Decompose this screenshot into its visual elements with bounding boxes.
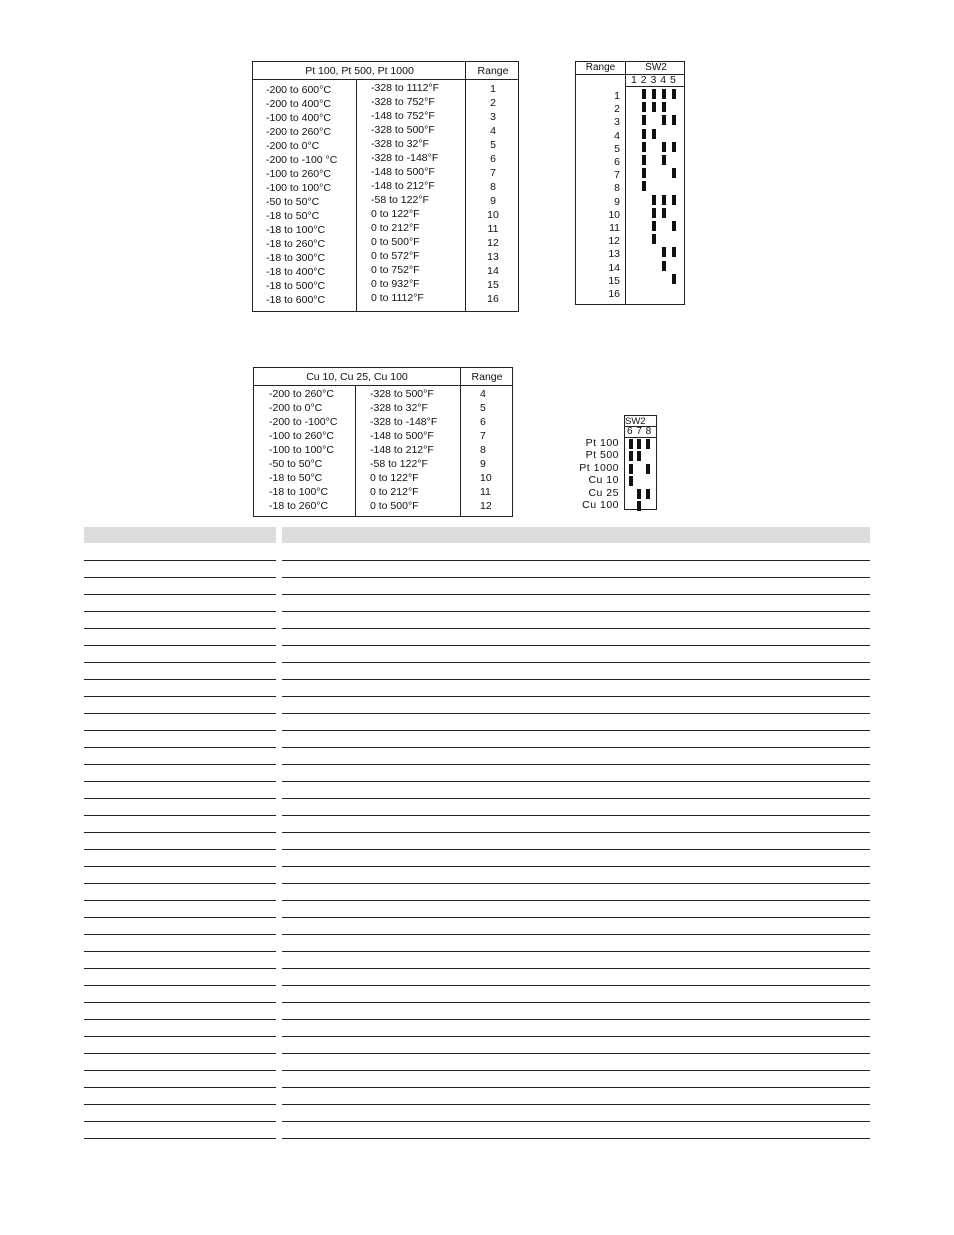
form-cell-right: [282, 969, 870, 986]
sw2-range-row-label: 5: [614, 142, 620, 155]
form-cell-right: [282, 884, 870, 901]
form-row: [84, 1020, 870, 1037]
form-row: [84, 850, 870, 867]
form-row: [84, 884, 870, 901]
sw2-switch-on-marker: [662, 89, 666, 99]
cu-range-cell: 9: [480, 458, 486, 470]
form-cell-left: [84, 765, 276, 782]
pt-range-cell: 15: [487, 279, 499, 291]
form-cell-right: [282, 629, 870, 646]
form-row: [84, 697, 870, 714]
form-cell-right: [282, 748, 870, 765]
form-row: [84, 935, 870, 952]
form-cell-right: [282, 612, 870, 629]
cu-celsius-column: [269, 387, 337, 513]
pt-table-header: [253, 62, 518, 80]
cu-table-header-sensor: Cu 10, Cu 25, Cu 100: [306, 371, 408, 383]
sw2-sensor-header-switch: SW2: [625, 416, 646, 427]
cu-fahrenheit-cell: 0 to 122°F: [370, 472, 419, 484]
sw2-switch-on-marker: [672, 168, 676, 178]
pt-range-cell: 12: [487, 237, 499, 249]
sw2-range-row-label: 10: [608, 208, 620, 221]
sw2-sensor-switch-numbers: 6 7 8: [627, 426, 652, 437]
sw2-switch-on-marker: [642, 115, 646, 125]
sw2-range-row-label: 9: [614, 195, 620, 208]
cu-range-cell: 10: [480, 472, 492, 484]
pt-celsius-cell: -200 to 400°C: [266, 98, 331, 110]
pt-fahrenheit-cell: -148 to 212°F: [371, 180, 435, 192]
form-cell-right: [282, 799, 870, 816]
pt-range-cell: 1: [490, 83, 496, 95]
form-cell-left: [84, 527, 276, 543]
form-cell-right: [282, 714, 870, 731]
form-row: [84, 663, 870, 680]
sw2-switch-on-marker: [642, 89, 646, 99]
form-row: [84, 918, 870, 935]
sw2-switch-on-marker: [642, 129, 646, 139]
form-row: [84, 629, 870, 646]
sw2-switch-on-marker: [652, 221, 656, 231]
form-row: [84, 578, 870, 595]
pt-celsius-cell: -18 to 260°C: [266, 238, 326, 250]
sw2-switch-on-marker: [662, 195, 666, 205]
sw2-switch-on-marker: [642, 168, 646, 178]
pt-range-cell: 13: [487, 251, 499, 263]
form-cell-right: [282, 1122, 870, 1139]
cu-celsius-cell: -100 to 100°C: [269, 444, 334, 456]
form-cell-left: [84, 663, 276, 680]
form-cell-right: [282, 1088, 870, 1105]
sw2-switch-on-marker: [652, 208, 656, 218]
form-cell-right: [282, 816, 870, 833]
pt-fahrenheit-cell: -328 to 32°F: [371, 138, 429, 150]
sw2-range-row-label: 11: [609, 222, 620, 234]
form-cell-left: [84, 629, 276, 646]
pt-celsius-cell: -100 to 260°C: [266, 168, 331, 180]
sw2-sensor-subheader-line: [625, 437, 656, 438]
form-cell-left: [84, 1122, 276, 1139]
pt-celsius-cell: -18 to 400°C: [266, 266, 326, 278]
sw2-switch-on-marker: [662, 142, 666, 152]
sw2-sensor-row-label: Cu 100: [582, 499, 619, 511]
form-cell-left: [84, 1003, 276, 1020]
form-cell-left: [84, 748, 276, 765]
form-cell-left: [84, 578, 276, 595]
sw2-switch-on-marker: [672, 142, 676, 152]
form-row: [84, 714, 870, 731]
form-cell-right: [282, 1003, 870, 1020]
sw2-switch-on-marker: [629, 439, 633, 449]
form-row: [84, 680, 870, 697]
form-cell-right: [282, 1105, 870, 1122]
form-cell-left: [84, 1071, 276, 1088]
cu-table-header-range: Range: [471, 371, 503, 383]
pt-fahrenheit-cell: 0 to 212°F: [371, 222, 420, 234]
cu-fahrenheit-cell: 0 to 212°F: [370, 486, 419, 498]
pt-fahrenheit-cell: -148 to 752°F: [371, 110, 435, 122]
form-cell-left: [84, 850, 276, 867]
form-cell-right: [282, 901, 870, 918]
form-row: [84, 1122, 870, 1139]
sw2-switch-on-marker: [672, 115, 676, 125]
form-row: [84, 1037, 870, 1054]
pt-fahrenheit-cell: -328 to 1112°F: [371, 82, 440, 94]
form-row: [84, 833, 870, 850]
form-cell-right: [282, 663, 870, 680]
form-cell-left: [84, 799, 276, 816]
sw2-switch-on-marker: [642, 181, 646, 191]
form-cell-left: [84, 867, 276, 884]
sw2-range-header-switch: SW2: [645, 62, 667, 73]
form-cell-right: [282, 527, 870, 543]
cu-fahrenheit-column: [370, 387, 437, 513]
pt-table-header-range: Range: [477, 65, 509, 77]
sw2-range-switch-numbers: 1 2 3 4 5: [631, 74, 677, 86]
cu-fahrenheit-cell: 0 to 500°F: [370, 500, 419, 512]
sw2-switch-on-marker: [646, 464, 650, 474]
form-cell-left: [84, 595, 276, 612]
form-cell-right: [282, 646, 870, 663]
form-row: [84, 952, 870, 969]
form-cell-right: [282, 1054, 870, 1071]
cu-celsius-cell: -18 to 100°C: [269, 486, 329, 498]
pt-fahrenheit-cell: -328 to -148°F: [371, 152, 439, 164]
cu-celsius-cell: -18 to 260°C: [269, 500, 329, 512]
form-cell-left: [84, 986, 276, 1003]
form-cell-left: [84, 833, 276, 850]
form-row: [84, 748, 870, 765]
sw2-range-row-label: 4: [614, 129, 620, 142]
form-cell-left: [84, 1037, 276, 1054]
form-row: [84, 1003, 870, 1020]
pt-range-table: [252, 61, 519, 312]
sw2-switch-on-marker: [646, 439, 650, 449]
form-cell-right: [282, 952, 870, 969]
pt-celsius-cell: -200 to -100 °C: [266, 154, 338, 166]
form-row: [84, 765, 870, 782]
pt-fahrenheit-cell: 0 to 1112°F: [371, 292, 424, 304]
form-row: [84, 646, 870, 663]
cu-table-header: [254, 368, 512, 386]
sw2-switch-on-marker: [642, 155, 646, 165]
form-cell-right: [282, 782, 870, 799]
sw2-range-header-range: Range: [585, 62, 616, 73]
pt-celsius-cell: -18 to 300°C: [266, 252, 326, 264]
form-cell-left: [84, 1105, 276, 1122]
form-cell-left: [84, 714, 276, 731]
sw2-range-row-label: 6: [614, 156, 620, 168]
form-row: [84, 612, 870, 629]
sw2-range-divider: [625, 62, 626, 304]
form-row: [84, 969, 870, 986]
pt-fahrenheit-cell: 0 to 752°F: [371, 264, 420, 276]
cu-range-cell: 6: [480, 416, 486, 428]
sw2-switch-on-marker: [637, 489, 641, 499]
form-cell-right: [282, 986, 870, 1003]
pt-celsius-cell: -100 to 400°C: [266, 112, 331, 124]
sw2-switch-on-marker: [662, 115, 666, 125]
sw2-switch-on-marker: [662, 155, 666, 165]
sw2-range-row-label: 1: [614, 90, 620, 102]
form-row: [84, 731, 870, 748]
pt-fahrenheit-cell: 0 to 122°F: [371, 208, 420, 220]
form-row: [84, 1071, 870, 1088]
pt-fahrenheit-cell: -58 to 122°F: [371, 194, 429, 206]
sw2-switch-on-marker: [646, 489, 650, 499]
pt-range-cell: 9: [490, 195, 496, 207]
pt-range-cell: 10: [487, 209, 499, 221]
form-cell-right: [282, 850, 870, 867]
pt-range-cell: 8: [490, 181, 496, 193]
pt-range-column: [466, 82, 520, 306]
form-row: [84, 1054, 870, 1071]
form-cell-right: [282, 578, 870, 595]
pt-table-divider-1: [356, 79, 357, 311]
sw2-range-row-label: 3: [614, 116, 620, 129]
sw2-range-row-label: 7: [614, 169, 620, 182]
pt-range-cell: 16: [487, 293, 499, 305]
form-cell-left: [84, 1088, 276, 1105]
sw2-switch-on-marker: [672, 195, 676, 205]
sw2-switch-on-marker: [652, 89, 656, 99]
sw2-range-diagram: [575, 61, 685, 305]
form-cell-left: [84, 1020, 276, 1037]
form-cell-left: [84, 680, 276, 697]
pt-celsius-cell: -18 to 500°C: [266, 280, 326, 292]
sw2-switch-on-marker: [642, 102, 646, 112]
pt-range-cell: 3: [490, 111, 496, 123]
sw2-switch-on-marker: [672, 89, 676, 99]
form-cell-left: [84, 884, 276, 901]
sw2-range-row-label: 8: [614, 182, 620, 195]
sw2-switch-on-marker: [629, 464, 633, 474]
form-row: [84, 901, 870, 918]
sw2-range-row-label: 15: [608, 274, 620, 287]
pt-celsius-cell: -200 to 600°C: [266, 84, 331, 96]
cu-range-column: [480, 387, 492, 513]
form-cell-left: [84, 782, 276, 799]
sw2-sensor-row-label: Pt 500: [585, 449, 619, 462]
form-row: [84, 544, 870, 561]
pt-fahrenheit-column: [371, 81, 439, 305]
form-cell-right: [282, 1020, 870, 1037]
cu-fahrenheit-cell: -328 to 500°F: [370, 388, 434, 400]
pt-range-cell: 4: [490, 125, 496, 137]
pt-fahrenheit-cell: -328 to 500°F: [371, 124, 435, 136]
pt-range-cell: 2: [490, 97, 496, 109]
sw2-switch-on-marker: [672, 274, 676, 284]
form-cell-left: [84, 969, 276, 986]
pt-celsius-cell: -100 to 100°C: [266, 182, 331, 194]
form-cell-left: [84, 612, 276, 629]
sw2-range-row-label: 12: [608, 235, 620, 248]
form-cell-left: [84, 816, 276, 833]
pt-range-cell: 5: [490, 139, 496, 151]
cu-table-divider-2: [460, 368, 461, 516]
pt-range-cell: 14: [487, 265, 499, 277]
sw2-switch-on-marker: [642, 142, 646, 152]
form-cell-left: [84, 731, 276, 748]
form-cell-right: [282, 935, 870, 952]
sw2-switch-on-marker: [652, 195, 656, 205]
form-cell-right: [282, 833, 870, 850]
pt-celsius-cell: -50 to 50°C: [266, 196, 320, 208]
cu-fahrenheit-cell: -148 to 212°F: [370, 444, 434, 456]
cu-range-cell: 7: [480, 430, 486, 442]
cu-table-divider-1: [355, 385, 356, 516]
sw2-switch-on-marker: [629, 476, 633, 486]
form-row: [84, 561, 870, 578]
cu-fahrenheit-cell: -58 to 122°F: [370, 458, 428, 470]
form-cell-right: [282, 680, 870, 697]
sw2-switch-on-marker: [652, 102, 656, 112]
form-cell-left: [84, 544, 276, 561]
sw2-switch-on-marker: [652, 129, 656, 139]
form-row: [84, 816, 870, 833]
cu-range-cell: 12: [480, 500, 492, 512]
sw2-sensor-row-label: Pt 100: [585, 437, 619, 449]
cu-celsius-cell: -200 to 260°C: [269, 388, 334, 400]
pt-celsius-cell: -18 to 50°C: [266, 210, 320, 222]
sw2-switch-on-marker: [672, 221, 676, 231]
sw2-switch-on-marker: [637, 451, 641, 461]
cu-celsius-cell: -18 to 50°C: [269, 472, 323, 484]
pt-fahrenheit-cell: 0 to 572°F: [371, 250, 420, 262]
sw2-range-row-label: 16: [608, 288, 620, 300]
sw2-range-row-label: 13: [608, 248, 620, 261]
cu-fahrenheit-cell: -328 to -148°F: [370, 416, 438, 428]
pt-celsius-cell: -200 to 260°C: [266, 126, 331, 138]
form-row: [84, 595, 870, 612]
form-cell-left: [84, 1054, 276, 1071]
pt-table-header-sensor: Pt 100, Pt 500, Pt 1000: [305, 65, 414, 77]
sw2-sensor-row-label: Cu 10: [588, 474, 619, 487]
form-cell-right: [282, 544, 870, 561]
pt-fahrenheit-cell: -148 to 500°F: [371, 166, 435, 178]
form-cell-left: [84, 952, 276, 969]
pt-celsius-cell: -18 to 100°C: [266, 224, 326, 236]
cu-celsius-cell: -200 to -100°C: [269, 416, 338, 428]
pt-fahrenheit-cell: -328 to 752°F: [371, 96, 435, 108]
form-row: [84, 867, 870, 884]
form-cell-right: [282, 867, 870, 884]
sw2-switch-on-marker: [629, 451, 633, 461]
form-cell-right: [282, 697, 870, 714]
sw2-switch-on-marker: [662, 261, 666, 271]
sw2-switch-on-marker: [637, 439, 641, 449]
pt-celsius-cell: -200 to 0°C: [266, 140, 320, 152]
form-cell-left: [84, 697, 276, 714]
sw2-sensor-row-label: Cu 25: [588, 486, 619, 499]
cu-range-cell: 5: [480, 402, 486, 414]
cu-range-cell: 4: [480, 388, 486, 400]
sw2-range-subheader-line: [625, 86, 684, 87]
form-cell-right: [282, 765, 870, 782]
form-row: [84, 1105, 870, 1122]
pt-range-cell: 11: [487, 223, 499, 235]
sw2-range-row-label: 14: [608, 261, 620, 274]
cu-celsius-cell: -50 to 50°C: [269, 458, 323, 470]
pt-range-cell: 7: [490, 167, 496, 179]
form-cell-right: [282, 561, 870, 578]
form-header-row: [84, 527, 870, 543]
cu-range-table: [253, 367, 513, 517]
pt-celsius-cell: -18 to 600°C: [266, 294, 326, 306]
pt-range-cell: 6: [490, 153, 496, 165]
form-cell-left: [84, 918, 276, 935]
sw2-switch-on-marker: [662, 208, 666, 218]
form-cell-right: [282, 918, 870, 935]
cu-range-cell: 11: [480, 486, 491, 498]
form-cell-right: [282, 595, 870, 612]
form-cell-right: [282, 1071, 870, 1088]
sw2-switch-on-marker: [662, 102, 666, 112]
cu-celsius-cell: -200 to 0°C: [269, 402, 323, 414]
cu-range-cell: 8: [480, 444, 486, 456]
form-cell-left: [84, 646, 276, 663]
cu-fahrenheit-cell: -328 to 32°F: [370, 402, 428, 414]
form-row: [84, 799, 870, 816]
pt-fahrenheit-cell: 0 to 500°F: [371, 236, 420, 248]
sw2-switch-on-marker: [672, 247, 676, 257]
sw2-sensor-row-label: Pt 1000: [579, 461, 619, 474]
cu-celsius-cell: -100 to 260°C: [269, 430, 334, 442]
form-cell-left: [84, 935, 276, 952]
cu-fahrenheit-cell: -148 to 500°F: [370, 430, 434, 442]
form-cell-right: [282, 1037, 870, 1054]
sw2-range-row-label: 2: [614, 103, 620, 116]
form-row: [84, 986, 870, 1003]
sw2-switch-on-marker: [662, 247, 666, 257]
form-row: [84, 782, 870, 799]
sw2-switch-on-marker: [652, 234, 656, 244]
form-row: [84, 1088, 870, 1105]
pt-fahrenheit-cell: 0 to 932°F: [371, 278, 420, 290]
form-cell-left: [84, 561, 276, 578]
form-cell-right: [282, 731, 870, 748]
form-cell-left: [84, 901, 276, 918]
sw2-switch-on-marker: [637, 501, 641, 511]
pt-celsius-column: [266, 83, 337, 307]
